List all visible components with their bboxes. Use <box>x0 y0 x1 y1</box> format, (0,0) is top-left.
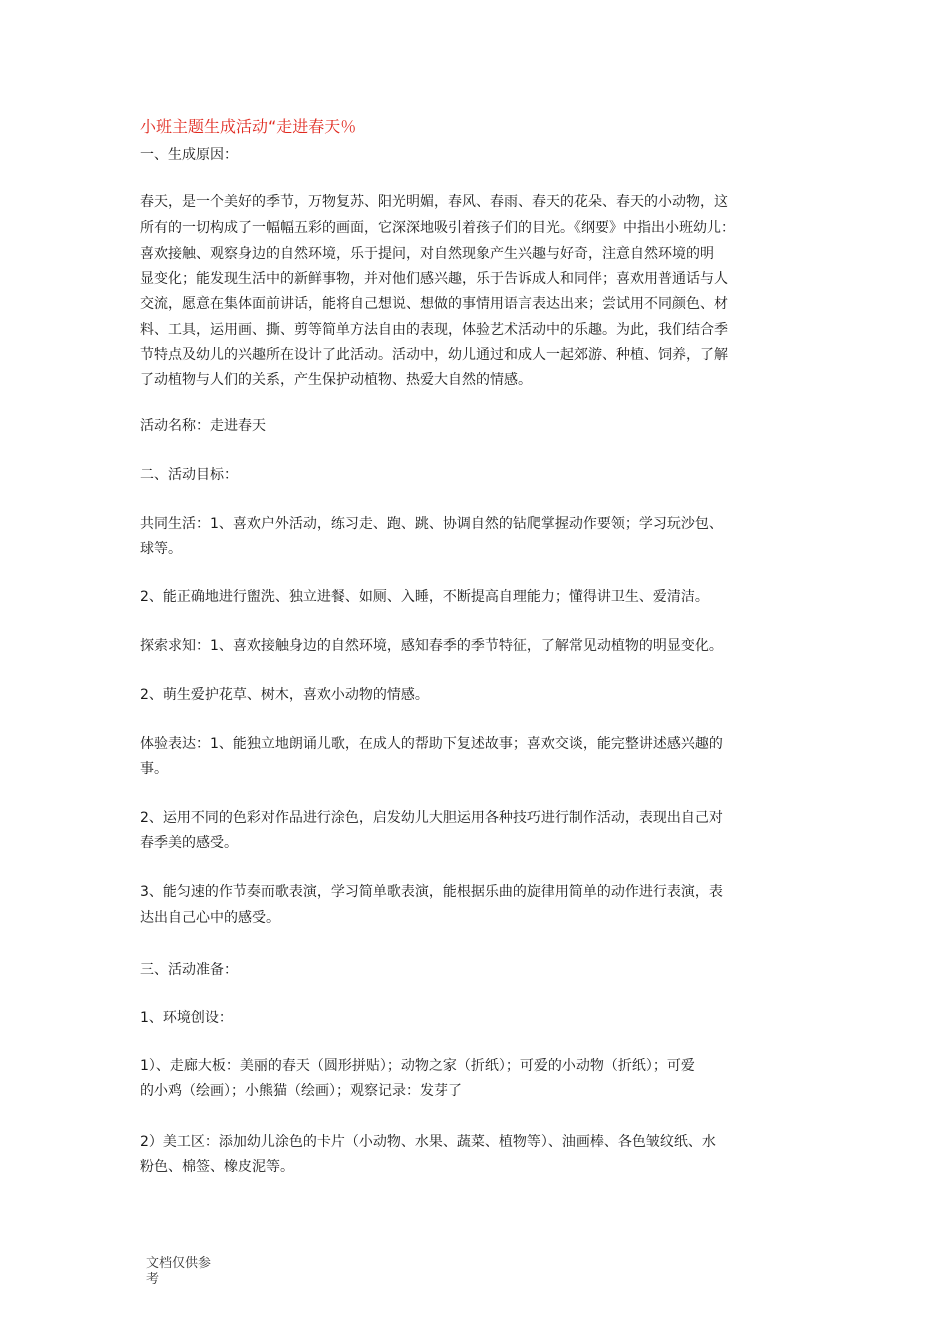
document-title: 小班主题生成活动“走进春天％ <box>140 117 357 136</box>
section-heading-reason: 一、生成原因： <box>140 147 238 163</box>
paragraph-line: 3、能匀速的作节奏而歌表演，学习简单歌表演，能根据乐曲的旋律用简单的动作进行表演，表 <box>140 884 723 900</box>
paragraph-line: 2、运用不同的色彩对作品进行涂色，启发幼儿大胆运用各种技巧进行制作活动，表现出自己对 <box>140 810 723 826</box>
section-heading-goals: 二、活动目标： <box>140 467 238 483</box>
activity-name: 活动名称：走进春天 <box>140 418 266 434</box>
paragraph-line: 交流，愿意在集体面前讲话，能将自己想说、想做的事情用语言表达出来；尝试用不同颜色、材 <box>140 296 728 312</box>
paragraph-line: 料、工具，运用画、撕、剪等简单方法自由的表现，体验艺术活动中的乐趣。为此，我们结合季 <box>140 322 728 338</box>
paragraph-line: 体验表达：1、能独立地朗诵儿歌，在成人的帮助下复述故事；喜欢交谈，能完整讲述感兴趣的 <box>140 736 723 752</box>
paragraph-line: 2、萌生爱护花草、树木，喜欢小动物的情感。 <box>140 687 429 703</box>
section-heading-preparation: 三、活动准备： <box>140 962 238 978</box>
paragraph-line: 春天，是一个美好的季节，万物复苏、阳光明媚，春风、春雨、春天的花朵、春天的小动物，这 <box>140 194 728 210</box>
paragraph-line: 达出自己心中的感受。 <box>140 910 280 926</box>
paragraph-line: 事。 <box>140 761 168 777</box>
paragraph-line: 节特点及幼儿的兴趣所在设计了此活动。活动中，幼儿通过和成人一起郊游、种植、饲养，了解 <box>140 347 728 363</box>
paragraph-line: 2）美工区：添加幼儿涂色的卡片（小动物、水果、蔬菜、植物等）、油画棒、各色皱纹纸、水 <box>140 1134 716 1150</box>
paragraph-line: 共同生活：1、喜欢户外活动，练习走、跑、跳、协调自然的钻爬掌握动作要领；学习玩沙包、 <box>140 516 723 532</box>
paragraph-line: 粉色、棉签、橡皮泥等。 <box>140 1159 294 1175</box>
paragraph-line: 的小鸡（绘画）；小熊猫（绘画）；观察记录：发芽了 <box>140 1083 462 1099</box>
paragraph-line: 显变化；能发现生活中的新鲜事物，并对他们感兴趣，乐于告诉成人和同伴；喜欢用普通话与人 <box>140 271 728 287</box>
footer-line: 文档仅供参 <box>146 1256 212 1271</box>
paragraph-line: 春季美的感受。 <box>140 835 238 851</box>
footer-note <box>146 1256 211 1288</box>
paragraph-line: 探索求知：1、喜欢接触身边的自然环境，感知春季的季节特征，了解常见动植物的明显变化。 <box>140 638 723 654</box>
paragraph-line: 所有的一切构成了一幅幅五彩的画面，它深深地吸引着孩子们的目光。《纲要》中指出小班幼儿： <box>140 220 735 236</box>
paragraph-line: 球等。 <box>140 541 182 557</box>
paragraph-line: 1、环境创设： <box>140 1010 233 1026</box>
paragraph-line: 1）、走廊大板：美丽的春天（圆形拼贴）；动物之家（折纸）；可爱的小动物（折纸）；可爱 <box>140 1058 695 1074</box>
footer-line: 考 <box>146 1272 160 1287</box>
paragraph-line: 喜欢接触、观察身边的自然环境，乐于提问，对自然现象产生兴趣与好奇，注意自然环境的明 <box>140 246 714 262</box>
paragraph-line: 2、能正确地进行盥洗、独立进餐、如厕、入睡，不断提高自理能力；懂得讲卫生、爱清洁。 <box>140 589 709 605</box>
paragraph-line: 了动植物与人们的关系，产生保护动植物、热爱大自然的情感。 <box>140 372 532 388</box>
